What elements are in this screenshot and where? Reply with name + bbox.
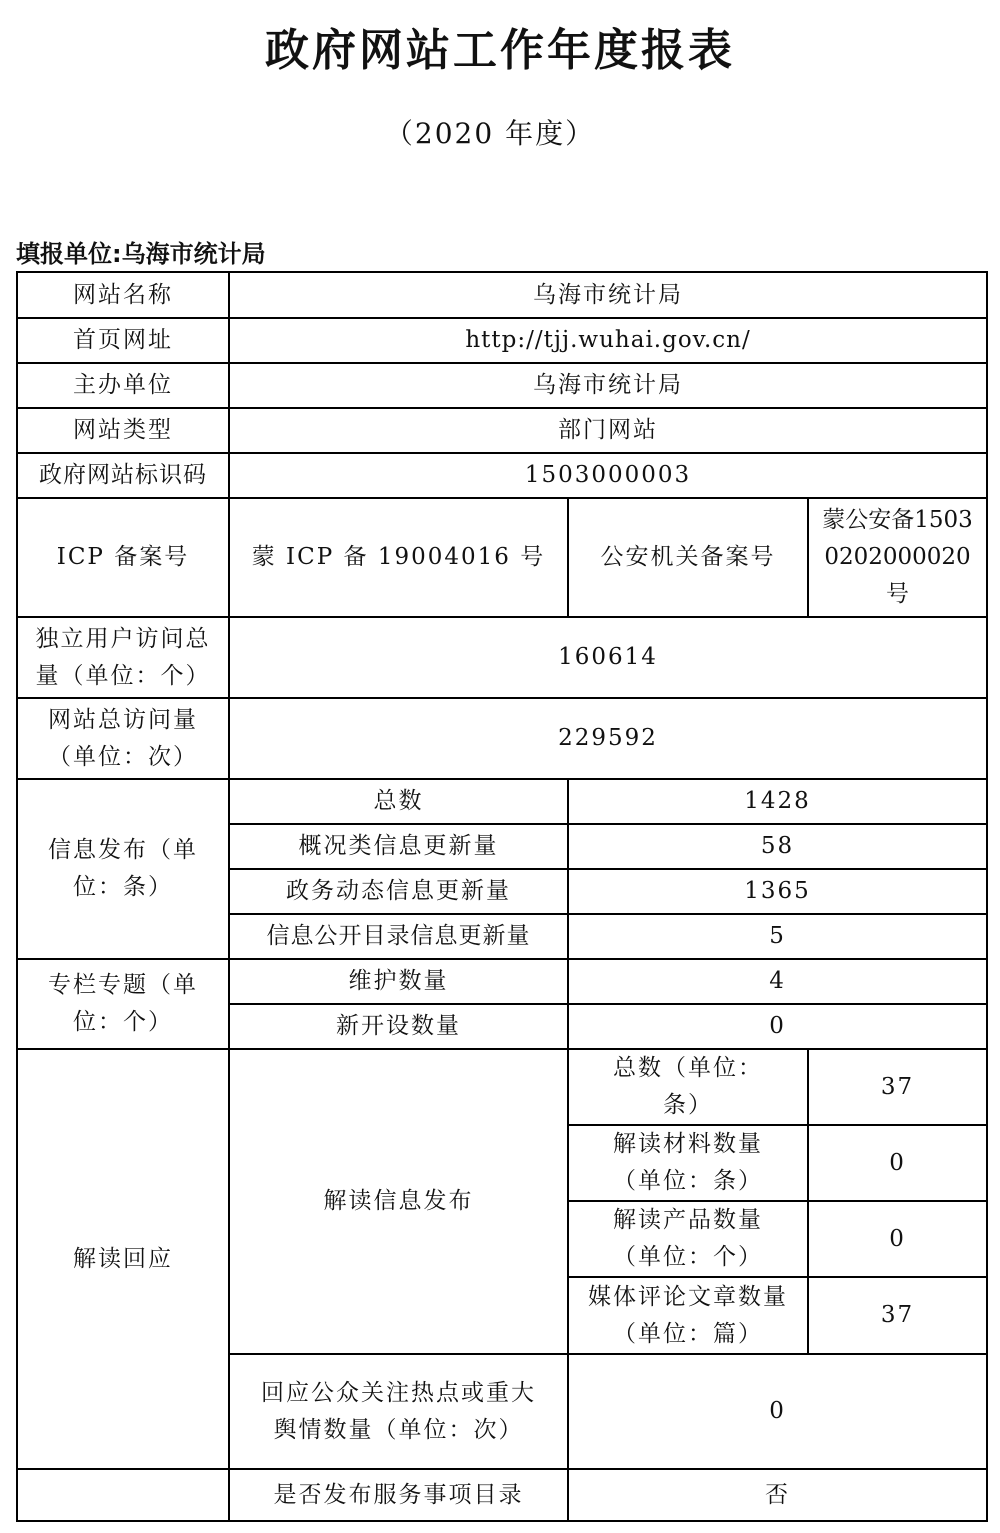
info-overview-value: 58	[568, 824, 987, 869]
pv-label: 网站总访问量（单位：次）	[17, 698, 229, 779]
service-label: 是否发布服务事项目录	[229, 1469, 568, 1521]
column-label: 专栏专题（单位：个）	[17, 959, 229, 1049]
site-code-value: 1503000003	[229, 453, 987, 498]
uv-label: 独立用户访问总量（单位：个）	[17, 617, 229, 698]
interp-media-label: 媒体评论文章数量（单位：篇）	[568, 1277, 808, 1354]
info-catalog-label: 信息公开目录信息更新量	[229, 914, 568, 959]
site-type-value: 部门网站	[229, 408, 987, 453]
homepage-label: 首页网址	[17, 318, 229, 363]
interp-product-label: 解读产品数量（单位：个）	[568, 1201, 808, 1277]
homepage-value: http://tjj.wuhai.gov.cn/	[229, 318, 987, 363]
info-news-label: 政务动态信息更新量	[229, 869, 568, 914]
info-label: 信息发布（单位：条）	[17, 779, 229, 959]
info-total-value: 1428	[568, 779, 987, 824]
info-overview-label: 概况类信息更新量	[229, 824, 568, 869]
interp-product-value: 0	[808, 1201, 987, 1277]
info-total-label: 总数	[229, 779, 568, 824]
interp-material-label: 解读材料数量（单位：条）	[568, 1125, 808, 1201]
info-news-value: 1365	[568, 869, 987, 914]
uv-value: 160614	[229, 617, 987, 698]
column-new-label: 新开设数量	[229, 1004, 568, 1049]
sponsor-label: 主办单位	[17, 363, 229, 408]
service-empty-cell	[17, 1469, 229, 1521]
interp-material-value: 0	[808, 1125, 987, 1201]
report-table	[16, 271, 988, 1522]
icp-label: ICP 备案号	[17, 498, 229, 617]
response-value: 0	[568, 1354, 987, 1469]
info-catalog-value: 5	[568, 914, 987, 959]
interp-label: 解读回应	[17, 1049, 229, 1469]
interp-media-value: 37	[808, 1277, 987, 1354]
filler-unit: 填报单位:乌海市统计局	[16, 240, 266, 268]
sponsor-value: 乌海市统计局	[229, 363, 987, 408]
site-code-label: 政府网站标识码	[17, 453, 229, 498]
police-label: 公安机关备案号	[568, 498, 808, 617]
column-maint-label: 维护数量	[229, 959, 568, 1004]
interp-pub-label: 解读信息发布	[229, 1049, 568, 1354]
column-maint-value: 4	[568, 959, 987, 1004]
site-name-label: 网站名称	[17, 272, 229, 318]
column-new-value: 0	[568, 1004, 987, 1049]
site-name-value: 乌海市统计局	[229, 272, 987, 318]
site-type-label: 网站类型	[17, 408, 229, 453]
report-title: 政府网站工作年度报表	[265, 25, 735, 76]
response-label: 回应公众关注热点或重大舆情数量（单位：次）	[229, 1354, 568, 1469]
service-value: 否	[568, 1469, 987, 1521]
police-value: 蒙公安备15030202000020 号	[808, 498, 987, 617]
interp-total-value: 37	[808, 1049, 987, 1125]
report-year: （2020 年度）	[384, 117, 596, 150]
icp-value: 蒙 ICP 备 19004016 号	[229, 498, 568, 617]
interp-total-label: 总数（单位：条）	[568, 1049, 808, 1125]
pv-value: 229592	[229, 698, 987, 779]
